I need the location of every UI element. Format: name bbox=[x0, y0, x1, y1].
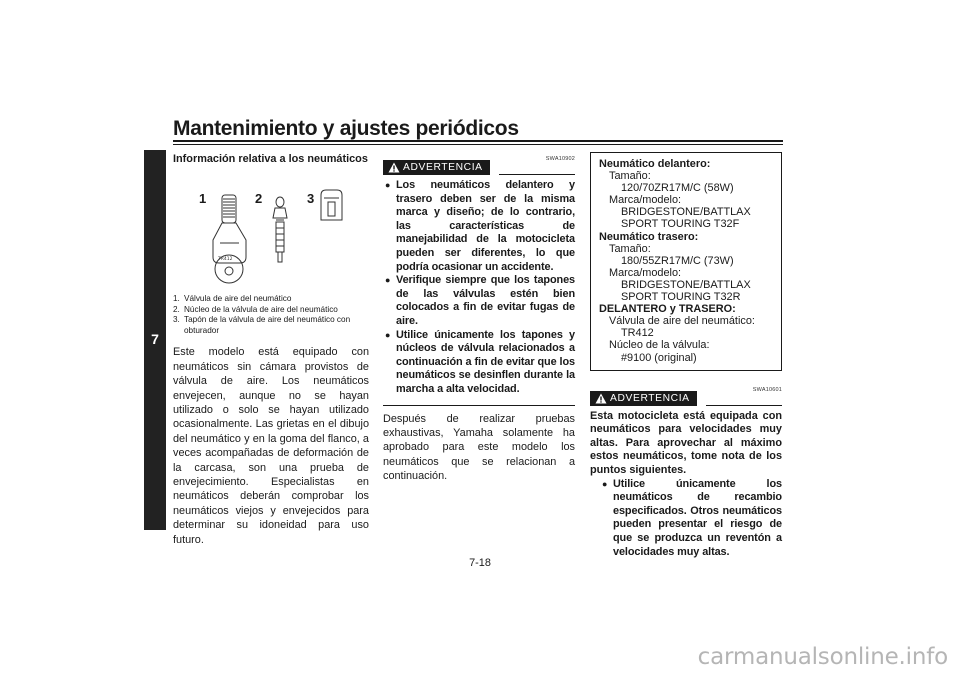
figure-label-2: 2 bbox=[255, 191, 263, 207]
warning-header bbox=[590, 383, 782, 405]
intro-paragraph: Este modelo está equipado con neumáticos sin cámara provistos de válvula de aire. Los neumáticos envejecen, aunque no se hayan utilizado o solo se hayan utilizado ocasionalmente. Las grietas en el dibujo del neumático y en la goma del flanco, a veces acompañadas de deformación de la carcasa, son una prueba de envejecimiento. Especialistas en neumáticos deberán comprobar los neumáticos viejos y envejecidos para determinar su idoneidad para uso futuro. bbox=[173, 346, 369, 546]
spec-label: Núcleo de la válvula: bbox=[609, 339, 710, 352]
warning-rule bbox=[499, 174, 575, 175]
spec-value: SPORT TOURING T32F bbox=[621, 218, 740, 231]
spec-label: Tamaño: bbox=[609, 170, 651, 183]
warning-item: ● Utilice únicamente los neumáticos de recambio especificados. Otros neumáticos pueden presentar el riesgo de que se produzca un reventón a velocidades muy altas. bbox=[602, 477, 782, 558]
figure-legend bbox=[173, 294, 369, 336]
bullet-icon: ● bbox=[385, 329, 391, 340]
warning-code: SWA10902 bbox=[545, 156, 575, 162]
warning-item: ● Verifique siempre que los tapones de las válvulas estén bien colocados a fin de evitar fugas de aire. bbox=[385, 274, 575, 327]
chapter-tab bbox=[144, 150, 166, 530]
warning-code: SWA10601 bbox=[752, 386, 782, 393]
ring-engraving: TR412 bbox=[218, 257, 233, 263]
legend-item: 1. Válvula de aire del neumático bbox=[173, 294, 292, 304]
figure-label-3: 3 bbox=[307, 191, 315, 207]
warning-item: ● Utilice únicamente los tapones y núcleos de válvula relacionados a continuación a fin de evitar que los neumáticos se desinflen durante la marcha a alta velocidad. bbox=[385, 328, 575, 395]
spec-label: Marca/modelo: bbox=[609, 194, 682, 207]
valve-core-top-shape bbox=[276, 197, 284, 207]
legend-item: 3. Tapón de la válvula de aire del neumático con obturador bbox=[173, 315, 351, 335]
front-tire-heading: Neumático delantero: bbox=[599, 158, 711, 170]
bullet-icon: ● bbox=[385, 275, 391, 286]
spec-value: #9100 (original) bbox=[621, 351, 697, 364]
spec-value: TR412 bbox=[621, 327, 654, 340]
spec-value: 180/55ZR17M/C (73W) bbox=[621, 254, 734, 267]
column-middle bbox=[383, 152, 575, 484]
spec-value: SPORT TOURING T32R bbox=[621, 291, 741, 304]
warning-triangle-icon bbox=[388, 162, 400, 173]
warning-label: ADVERTENCIA bbox=[403, 162, 483, 173]
header-rule-thin bbox=[173, 144, 783, 145]
tire-spec-box bbox=[590, 152, 782, 371]
warning-label: ADVERTENCIA bbox=[610, 392, 690, 404]
spec-label: Válvula de aire del neumático: bbox=[609, 315, 755, 328]
page-number: 7-18 bbox=[469, 557, 491, 569]
column-right bbox=[590, 152, 782, 559]
bullet-icon: ● bbox=[602, 478, 608, 489]
spec-value: BRIDGESTONE/BATTLAX bbox=[621, 278, 751, 291]
warning-end-rule bbox=[383, 405, 575, 406]
column-left bbox=[173, 152, 369, 547]
spec-value: 120/70ZR17M/C (58W) bbox=[621, 182, 734, 195]
spec-label: Marca/modelo: bbox=[609, 266, 682, 279]
valve-figure bbox=[173, 168, 369, 286]
legend-item: 2. Núcleo de la válvula de aire del neumático bbox=[173, 304, 338, 314]
page-title: Mantenimiento y ajustes periódicos bbox=[173, 117, 519, 140]
warning-item: ● Los neumáticos delantero y trasero deben ser de la misma marca y diseño; de lo contrario, las características de manejabilidad de la motocicleta pueden ser diferentes, lo que podría ocasionar un accidente. bbox=[385, 179, 575, 273]
valve-parts-illustration bbox=[173, 168, 369, 286]
both-tires-heading: DELANTERO y TRASERO: bbox=[599, 303, 736, 316]
bullet-icon: ● bbox=[385, 180, 391, 190]
warning-intro: Esta motocicleta está equipada con neumáticos para velocidades muy altas. Para aprovechar al máximo estos neumáticos, tome nota de los puntos siguientes. bbox=[590, 409, 782, 476]
header-rule-thick bbox=[173, 140, 783, 142]
figure-label-1: 1 bbox=[199, 191, 207, 207]
warning-badge bbox=[590, 391, 697, 406]
section-heading: Información relativa a los neumáticos bbox=[173, 153, 368, 165]
spec-value: BRIDGESTONE/BATTLAX bbox=[621, 206, 751, 219]
warning-header bbox=[383, 152, 575, 174]
approval-paragraph: Después de realizar pruebas exhaustivas, Yamaha solamente ha aprobado para este modelo los neumáticos que se relacionan a continuación. bbox=[383, 412, 575, 483]
warning-badge bbox=[383, 160, 490, 175]
warning-triangle-icon bbox=[595, 393, 607, 404]
chapter-number: 7 bbox=[151, 331, 159, 347]
warning-rule bbox=[706, 405, 782, 406]
rear-tire-heading: Neumático trasero: bbox=[599, 230, 699, 243]
spec-label: Tamaño: bbox=[609, 242, 651, 255]
watermark: carmanualsonline.info bbox=[697, 644, 948, 670]
